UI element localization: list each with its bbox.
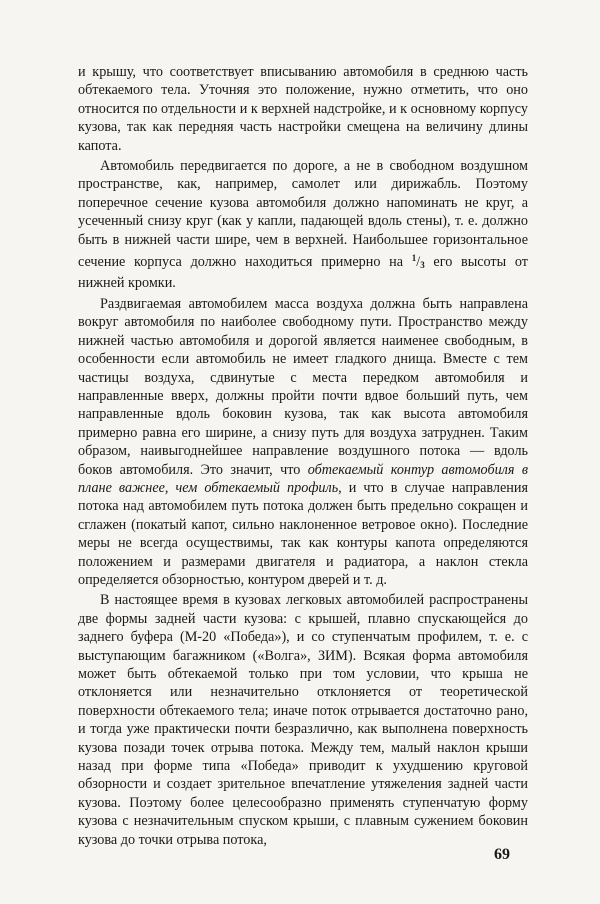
paragraph xyxy=(78,591,528,849)
text-run: В настоящее время в кузовах легковых автомобилей распространены две формы задней части кузова: с крышей, плавно спускающейся до заднего буфера (М-20 «Победа»), и со ступенчатым профилем, т. е. с выступающим багажником («Волга», ЗИМ). Всякая форма автомобиля может быть обтекаемой только при том условии, что крыша не отклоняется или незначительно отклоняется от теоретической поверхности обтекаемого тела; иначе поток отрывается достаточно рано, и тогда уже практически почти безразлично, как выполнена поверхность кузова позади точек отрыва потока. Между тем, малый наклон крыши назад при форме типа «Победа» приводит к ухудшению круговой обзорности и создает зрительное впечатление утяжеления задней части кузова. Поэтому более целесообразно применять ступенчатую форму кузова с незначительным спуском крыши, с плавным сужением боковин кузова до точки отрыва потока, xyxy=(78,592,528,848)
fraction-slash: / xyxy=(416,254,421,271)
paragraph xyxy=(78,63,528,155)
fraction-numerator: 1 xyxy=(411,253,417,264)
fraction xyxy=(412,254,425,270)
text-run: и крышу, что соответствует вписыванию автомобиля в среднюю часть обтекаемого тела. Уточняя это положение, нужно отметить, что оно относится по отдельности и к верхней надстройке, и к основному корпусу кузова, так как передняя часть настройки смещена на величину длины капота. xyxy=(78,64,528,154)
text-run: Раздвигаемая автомобилем масса воздуха должна быть направлена вокруг автомобиля по наиболее свободному пути. Пространство между нижней частью автомобиля и дорогой является наименее свободным, в особенности если автомобиль не имеет гладкого днища. Вместе с тем частицы воздуха, сдвинутые с места передком автомобиля и направленные вверх, должны пройти почти вдвое больший путь, чем направленные вдоль боковин кузова, так как высота автомобиля примерно равна его ширине, а снизу путь для воздуха затруднен. Таким образом, наивыгоднейшее направление воздушного потока — вдоль боков автомобиля. Это значит, что xyxy=(78,295,528,478)
fraction-denominator: 3 xyxy=(420,260,425,271)
paragraph xyxy=(78,157,528,293)
text-run: Автомобиль передвигается по дороге, а не в свободном воздушном пространстве, как, например, самолет или дирижабль. Поэтому поперечное сечение кузова автомобиля должно напоминать не круг, а усеченный снизу круг (как у капли, падающей вдоль стены), т. е. должно быть в нижней части шире, чем в верхней. Наибольшее горизонтальное сечение корпуса должно находиться примерно на xyxy=(78,158,528,271)
page-number: 69 xyxy=(494,846,510,863)
italic-run: обтекаемый контур автомобиля в плане важнее, чем обтекаемый профиль xyxy=(78,461,528,496)
body-text xyxy=(78,63,528,849)
paragraph xyxy=(78,295,528,590)
text-run: его высоты от нижней кромки. xyxy=(78,254,528,292)
text-run: , и что в случае направления потока над автомобилем путь потока должен быть предельно сокращен и сглажен (покатый капот, сильно наклоненное ветровое окно). Последние меры не всегда осуществимы, так как контуры капота определяются положением и размерами двигателя и радиатора, а наклон стекла определяется обзорностью, контуром дверей и т. д. xyxy=(78,479,528,588)
